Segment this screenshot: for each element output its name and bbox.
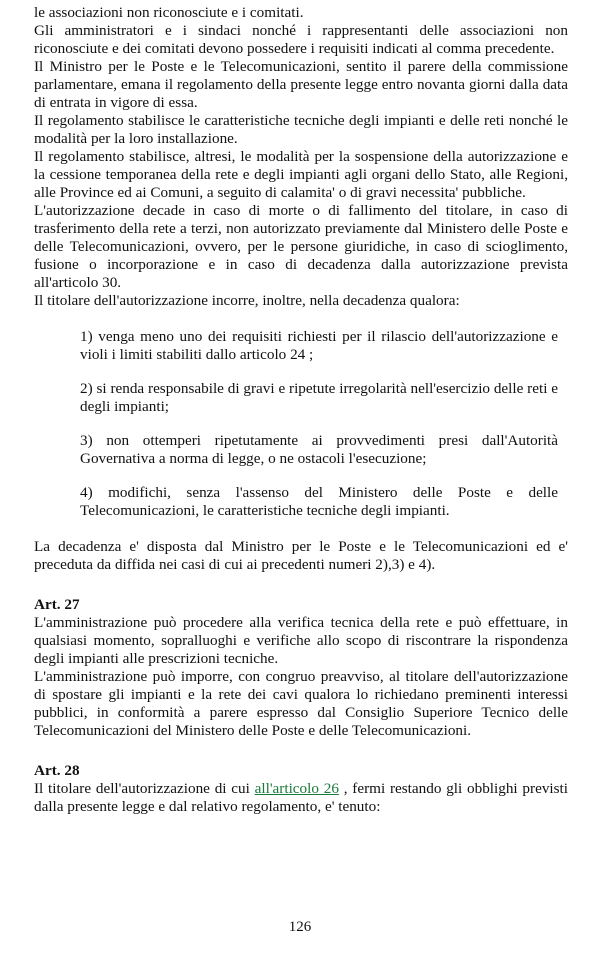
- paragraph: L'amministrazione può imporre, con congruo preavviso, al titolare dell'autorizzazione di spostare gli impianti e la rete dei cavi qualora lo richiedano preminenti interessi pubblici, in conformità a parere espresso dal Consiglio Superiore Tecnico delle Telecomunicazioni del Ministero delle Poste e delle Telecomunicazioni.: [34, 668, 568, 739]
- decadenza-list: [80, 328, 558, 520]
- article-heading-28: Art. 28: [34, 762, 80, 779]
- paragraph: Il regolamento stabilisce, altresi, le modalità per la sospensione della autorizzazione e la cessione temporanea della rete e degli impianti agli organi dello Stato, alle Regioni, alle Province ed ai Comuni, a seguito di calamita' o di gravi necessita' pubbliche.: [34, 148, 568, 201]
- article-26-link[interactable]: all'articolo 26: [254, 780, 339, 797]
- article-heading-27: Art. 27: [34, 596, 80, 613]
- text-before-link: Il titolare dell'autorizzazione di cui: [34, 780, 255, 797]
- text-after-link: , fermi restando gli obblighi previsti dalla presente legge e dal relativo regolamento, e' tenuto:: [34, 780, 568, 815]
- paragraph: le associazioni non riconosciute e i comitati.: [34, 4, 304, 21]
- paragraph: Il Ministro per le Poste e le Telecomunicazioni, sentito il parere della commissione parlamentare, emana il regolamento della presente legge entro novanta giorni dalla data di entrata in vigore di essa.: [34, 58, 568, 111]
- list-item: 4) modifichi, senza l'assenso del Ministero delle Poste e delle Telecomunicazioni, le caratteristiche tecniche degli impianti.: [80, 484, 558, 519]
- page-number: 126: [288, 919, 312, 935]
- list-item: 1) venga meno uno dei requisiti richiesti per il rilascio dell'autorizzazione e violi i limiti stabiliti dallo articolo 24 ;: [80, 328, 558, 363]
- paragraph: L'amministrazione può procedere alla verifica tecnica della rete e può effettuare, in qualsiasi momento, sopralluoghi e verifiche allo scopo di riscontrare la rispondenza degli impianti alle prescrizioni tecniche.: [34, 614, 568, 667]
- list-item: 3) non ottemperi ripetutamente ai provvedimenti presi dall'Autorità Governativa a norma di legge, o ne ostacoli l'esecuzione;: [80, 432, 558, 467]
- paragraph: L'autorizzazione decade in caso di morte o di fallimento del titolare, in caso di trasferimento della rete a terzi, non autorizzato previamente dal Ministero delle Poste e delle Telecomunicazioni, ovvero, per le persone giuridiche, in caso di scioglimento, fusione o incorporazione e in caso di decadenza dalla autorizzazione prevista all'articolo 30.: [34, 202, 568, 291]
- paragraph: Gli amministratori e i sindaci nonché i rappresentanti delle associazioni non riconosciute e dei comitati devono possedere i requisiti indicati al comma precedente.: [34, 22, 568, 57]
- paragraph: Il titolare dell'autorizzazione incorre, inoltre, nella decadenza qualora:: [34, 292, 460, 309]
- paragraph-decadenza: La decadenza e' disposta dal Ministro per le Poste e le Telecomunicazioni ed e' preceduta da diffida nei casi di cui ai precedenti numeri 2),3) e 4).: [34, 538, 568, 573]
- paragraph: Il regolamento stabilisce le caratteristiche tecniche degli impianti e delle reti nonché le modalità per la loro installazione.: [34, 112, 568, 147]
- paragraph-art28: [34, 780, 568, 816]
- list-item: 2) si renda responsabile di gravi e ripetute irregolarità nell'esercizio delle reti e degli impianti;: [80, 380, 558, 415]
- page-body: [34, 4, 568, 816]
